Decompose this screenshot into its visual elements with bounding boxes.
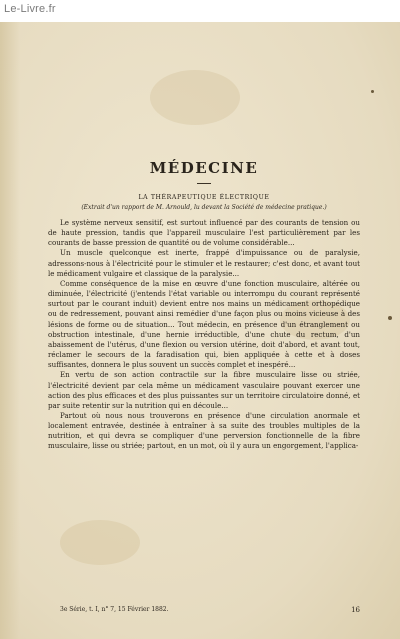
page-spine-shadow [0, 22, 20, 639]
series-info: 3e Série, t. I, n° 7, 15 Février 1882. [60, 606, 169, 613]
article-subtitle: LA THÉRAPEUTIQUE ÉLECTRIQUE [138, 194, 270, 201]
page-number: 16 [351, 606, 360, 614]
foxing-stain [150, 70, 240, 125]
ink-speck [388, 316, 392, 320]
article-source: (Extrait d'un rapport de M. Arnould, lu devant la Société de médecine pratique.) [81, 204, 327, 211]
paragraph: En vertu de son action contractile sur la fibre musculaire lisse ou striée, l'électricité devient par cela même un médicament vasculaire pouvant exercer une action des plus efficaces et des plus puissantes sur un territoire circulatoire donné, et par suite retentir sur la nutrition qui en découle... [48, 370, 360, 410]
paragraph: Un muscle quelconque est inerte, frappé d'impuissance ou de paralysie, adressons-nous à l'électricité pour le stimuler et le restaurer; c'est donc, et avant tout le médicament vulgaire et classique de la paralysie... [48, 248, 360, 278]
article [48, 160, 360, 452]
title-rule [197, 183, 211, 184]
paragraph: Le système nerveux sensitif, est surtout influencé par des courants de tension ou de haute pression, tandis que l'appareil musculaire l'est particulièrement par les courants de basse pression de quantité ou de volume considérable... [48, 218, 360, 248]
article-title: MÉDECINE [149, 159, 259, 177]
brand-logo: Le-Livre.fr [4, 3, 56, 15]
paragraph: Partout où nous nous trouverons en présence d'une circulation anormale et localement entravée, destinée à entraîner à sa suite des troubles multiples de la nutrition, et qui devra se compliquer d'une perversion fonctionnelle de la fibre musculaire, lisse ou striée; partout, en un mot, où il y aura un engorgement, l'applica- [48, 410, 360, 451]
foxing-stain [60, 520, 140, 565]
paragraph: Comme conséquence de la mise en œuvre d'une fonction musculaire, altérée ou diminuée, l'électricité (j'entends l'état variable ou interrompu du courant représenté surtout par le courant induit) devient entre nos mains un médicament orthopédique ou de redressement, pouvant ainsi remédier d'une façon plus ou moins vicieuse à des lésions de forme ou de situation... Tout médecin, en présence d'un étranglement ou obstruction intestinale, d'une hernie irréductible, d'une chute du rectum, d'un abaissement de l'utérus, d'une flexion ou version utérine, doit d'abord, et avant tout, réclamer le secours de la faradisation qui, bien appliquée à cette et à doses suffisantes, donnera le plus souvent un succès complet et inespéré... [48, 278, 360, 370]
site-banner [0, 0, 400, 22]
ink-speck [371, 90, 374, 93]
